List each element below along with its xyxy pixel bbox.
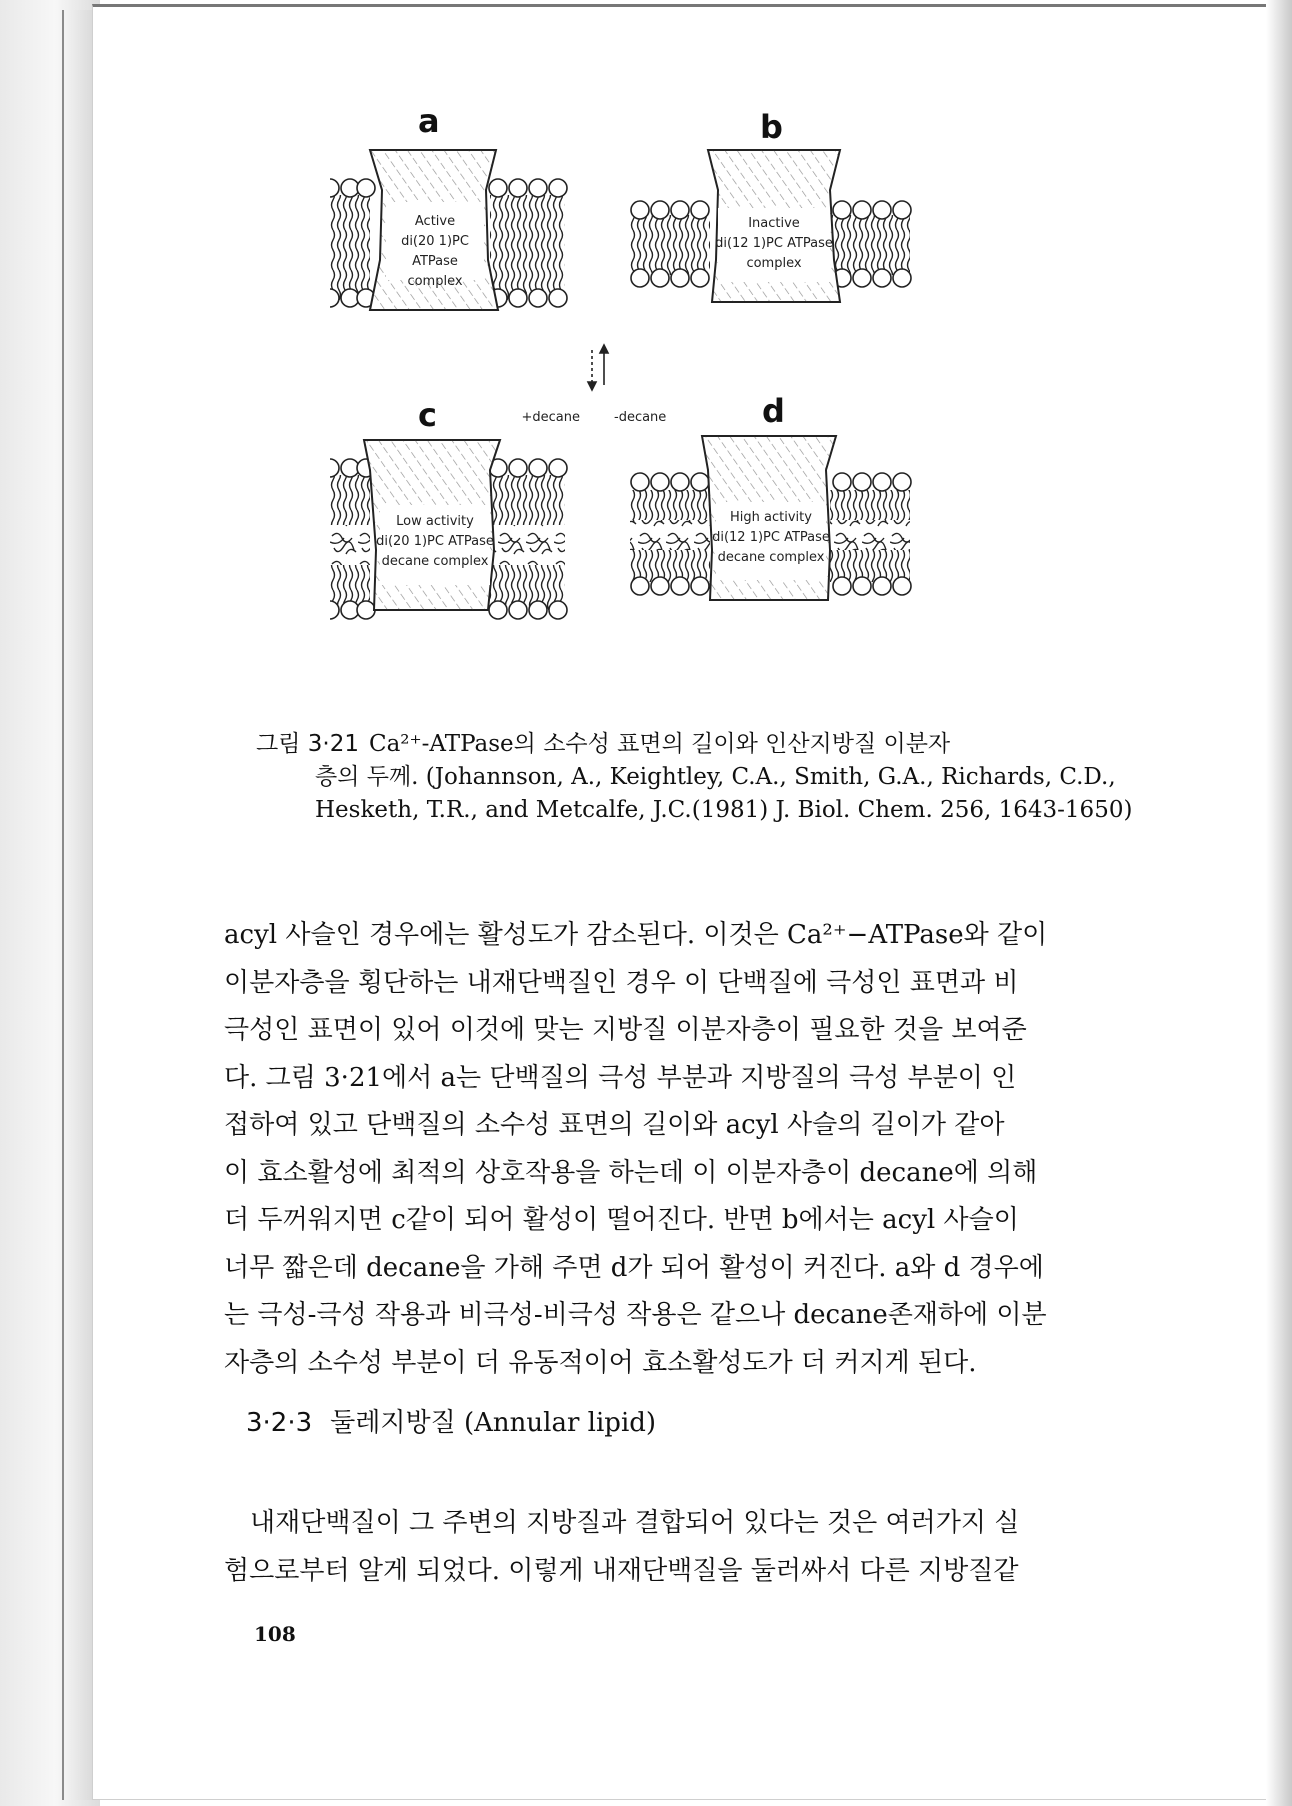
panel-a-label-line2: di(20 1)PC ATPase	[401, 234, 469, 269]
panel-a-label-line1: Active	[414, 214, 456, 229]
paragraph-line: 접하여 있고 단백질의 소수성 표면의 길이와 acyl 사슬의 길이가 같아	[224, 1110, 1005, 1140]
paragraph-line: 이분자층을 횡단하는 내재단백질인 경우 이 단백질에 극성인 표면과 비	[224, 967, 1019, 998]
paragraph-2	[224, 1500, 1152, 1595]
panel-d-label-line2: di(12 1)PC ATPase	[712, 530, 830, 545]
page-edge-shade	[1266, 0, 1292, 1806]
caption-line-2: 층의 두께. (Johannson, A., Keightley, C.A., Smith, G.A., Richards, C.D.,	[315, 764, 1116, 790]
panel-c-label-line2: di(20 1)PC ATPase	[376, 534, 494, 549]
panel-d-label-line1: High activity	[730, 510, 812, 525]
paragraph-line: acyl 사슬인 경우에는 활성도가 감소된다. 이것은 Ca²⁺−ATPase와 같이	[224, 920, 1048, 950]
panel-c-letter: c	[418, 396, 437, 434]
figure-3-21	[330, 102, 1070, 710]
figure-caption	[256, 728, 1136, 827]
section-heading	[246, 1402, 656, 1439]
panel-c-label-line3: decane complex	[381, 554, 489, 569]
panel-b-label-line3: complex	[746, 256, 802, 271]
paragraph-line: 는 극성-극성 작용과 비극성-비극성 작용은 같으나 decane존재하에 이분	[224, 1300, 1047, 1330]
paragraph-1	[224, 912, 1152, 1387]
caption-line-3: Hesketh, T.R., and Metcalfe, J.C.(1981) J. Biol. Chem. 256, 1643-1650)	[315, 797, 1133, 823]
panel-d-label	[712, 508, 830, 568]
caption-number: 그림 3·21	[256, 731, 359, 757]
paragraph-line: 이 효소활성에 최적의 상호작용을 하는데 이 이분자층이 decane에 의해	[224, 1157, 1038, 1188]
paragraph-line: 자층의 소수성 부분이 더 유동적이어 효소활성도가 더 커지게 된다.	[224, 1347, 977, 1378]
panel-c-label	[376, 512, 494, 572]
panel-d-letter: d	[762, 392, 785, 430]
panel-a-label-line3: complex	[407, 274, 463, 289]
caption-line-1	[256, 728, 1136, 761]
add-decane-label: +decane	[521, 410, 580, 425]
paragraph-line: 더 두꺼워지면 c같이 되어 활성이 떨어진다. 반면 b에서는 acyl 사슬이	[224, 1205, 1019, 1235]
page-number: 108	[254, 1622, 296, 1646]
panel-b-label-line1: Inactive	[748, 216, 800, 231]
book-spine	[62, 10, 94, 1800]
panel-d-label-line3: decane complex	[717, 550, 825, 565]
remove-decane-label: -decane	[614, 410, 667, 425]
panel-c-label-line1: Low activity	[396, 514, 474, 529]
membrane-diagram	[330, 110, 1070, 710]
paragraph-line: 내재단백질이 그 주변의 지방질과 결합되어 있다는 것은 여러가지 실	[250, 1508, 1020, 1538]
panel-a-letter: a	[418, 102, 440, 140]
panel-b-label-line2: di(12 1)PC ATPase	[715, 236, 833, 251]
panel-b-label	[714, 214, 834, 274]
paragraph-line: 다. 그림 3·21에서 a는 단백질의 극성 부분과 지방질의 극성 부분이 인	[224, 1062, 1017, 1093]
panel-b-letter: b	[760, 108, 783, 146]
section-title: 둘레지방질 (Annular lipid)	[330, 1408, 657, 1438]
paragraph-line: 극성인 표면이 있어 이것에 맞는 지방질 이분자층이 필요한 것을 보여준	[224, 1015, 1027, 1045]
decane-arrows	[588, 345, 608, 390]
paragraph-line: 너무 짧은데 decane을 가해 주면 d가 되어 활성이 커진다. a와 d 경우에	[224, 1252, 1044, 1283]
section-number: 3·2·3	[246, 1408, 313, 1438]
paragraph-line: 험으로부터 알게 되었다. 이렇게 내재단백질을 둘러싸서 다른 지방질같	[224, 1555, 1019, 1586]
caption-line1-text: Ca²⁺-ATPase의 소수성 표면의 길이와 인산지방질 이분자	[368, 731, 951, 757]
panel-a-label	[380, 212, 490, 292]
